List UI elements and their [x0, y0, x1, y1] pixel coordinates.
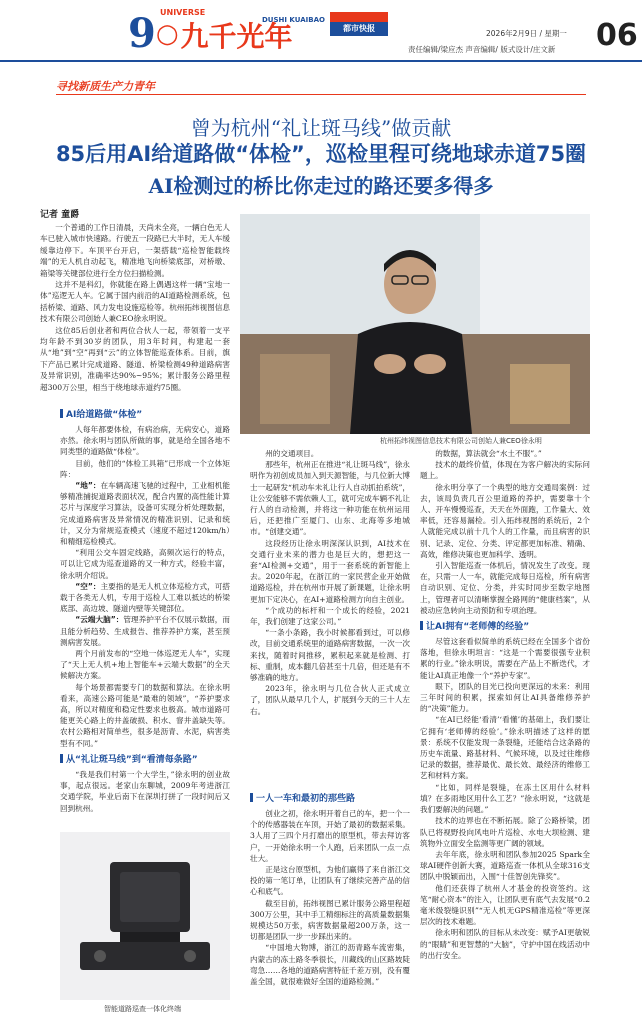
paragraph-text: “我是我们村第一个大学生，”徐永明的创业故事，起点很远。老家山东聊城，2009年考进浙江交通学院，毕业后南下在深圳打拼了一段时间后又回到杭州。	[60, 769, 230, 813]
paragraph	[250, 538, 410, 605]
paragraph	[420, 815, 590, 849]
paragraph	[60, 769, 230, 814]
paragraph	[250, 808, 410, 864]
paragraph	[420, 448, 590, 459]
paragraph	[250, 605, 410, 627]
column-tag-rule	[56, 94, 586, 95]
portrait-illustration	[240, 214, 590, 434]
column-tag: 寻找新质生产力青年	[56, 80, 155, 93]
paragraph-text: “中国地大物博，浙江的沥青路车流密集，内蒙古的冻土路冬季很长，川藏线的山区路坡陡弯急……各地的道路病害特征千差万别，没有覆盖全国，就很难做好全国的道路检测。”	[250, 943, 410, 987]
section-heading: 从“礼让斑马线”到“看清每条路”	[60, 754, 230, 767]
paragraph	[420, 459, 590, 481]
paragraph	[420, 883, 590, 928]
paragraph	[250, 942, 410, 987]
paragraph	[250, 448, 410, 459]
portrait-caption: 杭州拓纬视图信息技术有限公司创始人兼CEO徐永明	[380, 437, 542, 445]
paragraph-text: “在AI已经能‘看清’‘看懂’的基础上，我们要让它拥有‘老师傅的经验’。”徐永明描述了这样的愿景：系统不仅能发现一条裂缝，还能结合这条路的历史车流量、路基材料、气候环境，以及过往维修记录的数据，推荐最优、最长效、最经济的维修工艺和材料方案。	[420, 715, 590, 781]
paragraph-text: 徐永明和团队的目标从未改变：赋予AI更敏锐的“眼睛”和更智慧的“大脑”，守护中国在线活动中的出行安全。	[420, 928, 590, 960]
article-kicker: 曾为杭州“礼让斑马线”做贡献	[190, 116, 452, 140]
paragraph	[420, 560, 590, 616]
portrait-photo	[240, 214, 590, 434]
device-illustration	[60, 832, 230, 1000]
paper-badge-label: 都市快报	[343, 24, 375, 33]
paragraph-lead: “云端大脑”：	[75, 615, 124, 625]
page-number: 06	[596, 18, 638, 53]
logo-ring-icon: ○	[155, 19, 179, 49]
paragraph	[420, 849, 590, 883]
paragraph-text: 在车辆高速飞驰的过程中，工业相机能够精准捕捉道路表面状况，配合内置的高性能计算芯片与深度学习算法，设备可实现分析处理数据，完成道路病害及异常情况的精准识别、记录和统计，又分为常规巡查模式（速度不超过120km/h）和精细巡检模式。	[60, 481, 230, 547]
paragraph-text: 每个场景都需要专门的数据和算法。在徐永明看来，高速公路可能是“最难的领域”，“养护要求高，所以对精度和稳定性要求也极高。城市道路可能更关心路上的井盖破损、积水、窨井盖缺失等。农村公路相对简单些，很多是沥青、水泥，病害类型有不同。”	[60, 682, 230, 748]
device-photo	[60, 832, 230, 1000]
paragraph	[250, 683, 410, 717]
paragraph	[250, 459, 410, 537]
intro-paragraph: 一个普通的工作日清晨，天尚未全亮，一辆白色无人车已驶入城市快速路。行驶五一段路已大半时，无人车缓缓靠边停下。车顶平台开启，一架搭载“巡检智能载终端”的无人机自动起飞，精准地飞向桥梁底部，对桥墩、箱梁等关键部位进行全方位扫描检测。	[40, 223, 230, 278]
paragraph-text: 徐永明分享了一个典型的地方交通局案例：过去，该局负责几百公里道路的养护，需要靠十个人、开车慢慢巡查，天天在外面跑，工作量大、效率低，还容易漏检。引入拓纬视图的系统后，2个人就能完成以前十几个人的工作量，而且病害的识别、记录、定位、分类、评定都更加标准、精确、高效，维修决策也更加科学、透明。	[420, 482, 590, 559]
paragraph	[250, 898, 410, 943]
paper-badge-stripe	[330, 12, 388, 22]
paragraph-text: 管理养护平台不仅展示数据，而且能分析趋势、生成报告、推荐养护方案，甚至预测病害发展。	[60, 615, 231, 647]
paragraph-text: 技术的最终价值，体现在为客户解决的实际问题上。	[420, 460, 590, 481]
paragraph-text: 目前，他们的“体检工具箱”已形成一个立体矩阵：	[60, 458, 230, 479]
paragraph-lead: “地”：	[75, 481, 101, 491]
article-headline: 85后用AI给道路做“体检”，巡检里程可绕地球赤道75圈	[55, 142, 587, 166]
paragraph	[60, 424, 230, 458]
issue-date: 2026年2月9日 / 星期一	[486, 29, 567, 38]
paragraph-text: 这段经历让徐永明深深认识到，AI技术在交通行业未来的潜力也是巨大的，想把这一套“AI检测+交通”，用于一套系统的新智能上去。2020年起，在浙江的一家民营企业开始做道路巡检，并在杭州市开展了新课题，让徐永明更加下定决心，在AI+道路检测方向自主创业。	[250, 538, 410, 604]
logo-subtitle: UNIVERSE	[160, 8, 206, 17]
logo-nine: 9	[128, 10, 156, 57]
paragraph-text: 尽管这套看似简单的系统已经在全国多个省份落地，但徐永明坦言：“这是一个需要很强专业积累的行业。”徐永明说，需要在产品上不断迭代，才能让AI真正地像一个“养护专家”。	[420, 637, 590, 680]
paragraph-text: 正是这台原型机，为他们赢得了来自浙江交投的第一笔订单，让团队有了继续完善产品的信心和底气。	[250, 865, 410, 897]
paragraph	[420, 927, 590, 961]
article-subhead: AI检测过的桥比你走过的路还要多得多	[148, 174, 494, 198]
paragraph-text: 州的交通项目。	[265, 449, 319, 458]
paragraph	[250, 864, 410, 898]
article-column-3	[420, 448, 590, 961]
paragraph	[420, 482, 590, 560]
masthead-rule	[0, 60, 642, 62]
paragraph	[420, 681, 590, 715]
device-caption: 智能道路巡查一体化终端	[104, 1005, 181, 1013]
paragraph	[60, 614, 230, 648]
paragraph-text: 技术的边界也在不断拓展。除了公路桥梁，团队已将视野投向风电叶片巡检、水电大坝检测、建筑物外立面安全监测等更广阔的领域。	[420, 816, 590, 848]
paragraph	[60, 682, 230, 749]
paragraph	[60, 581, 230, 615]
paragraph	[60, 480, 230, 547]
paper-badge	[330, 12, 388, 36]
paragraph	[420, 636, 590, 681]
paragraph	[420, 782, 590, 816]
intro-paragraph: 这位85后创业者和两位合伙人一起，带领着一支平均年龄不到30岁的团队，用3年时间，构建起一套从“地”到“空”再到“云”的立体智能巡查体系。目前，旗下产品已累计完成道路、隧道、桥梁检测49种道路病害及异常识别，准确率达90%~95%；累计服务公路里程超300万公里，相当于绕地球赤道约75圈。	[40, 325, 230, 392]
article-column-2b	[250, 788, 410, 987]
intro-paragraph: 这并不是科幻，你就能在路上偶遇这样一辆“宝地一体”巡逻无人车。它属于国内前沿的AI道路检测系统，包括桥梁、道路、风力发电设施巡检等。杭州拓纬视图信息技术有限公司创始人兼CEO徐永明说。	[40, 280, 230, 324]
section-heading: 让AI拥有“老师傅的经验”	[420, 621, 590, 634]
paragraph-text: 眼下，团队的目光已投向更深远的未来：利用三年时间的积累，探索如何让AI具备维修养护的“决策”能力。	[420, 681, 590, 714]
paragraph-text: 那些年，杭州正在推进“礼让斑马线”，徐永明作为初创成员加入到天源智能，与几位新大博士一起研发“机动车未礼让行人自动抓拍系统”，让公安能够不需依赖人工，就可完成车辆不礼让行人的自动检测，并将这一种功能在杭州运用后，还把推广至厦门、山东、北海等多地城市。“创建交通”。	[250, 460, 410, 537]
paragraph-text: 2023年，徐永明与几位合伙人正式成立了，团队从最早几个人，扩展到今天的三十人左右。	[250, 684, 410, 716]
editor-credits: 责任编辑/梁应杰 声音编辑/ 版式设计/庄文新	[408, 45, 556, 54]
paragraph	[60, 458, 230, 480]
masthead	[0, 0, 642, 70]
paper-logo-latin: DUSHI KUAIBAO	[262, 16, 325, 24]
paragraph-text: “个成功的标杆和一个成长的经验，2021年，我们创建了这家公司。”	[250, 605, 410, 627]
paragraph	[420, 714, 590, 781]
paragraph-text: 他们还获得了杭州人才基金的投资签约。这笔“耐心资本”的注入，让团队更有底气去发展“0.2毫米级裂缝识别”“无人机无GPS精准巡检”等更深层次的技术难题。	[420, 883, 590, 927]
paragraph-text: “比如，同样是裂缝，在冻土区用什么材料填？在多雨地区用什么工艺？”徐永明说，“这就是我们要解决的问题。”	[420, 782, 590, 815]
byline: 记者 童爵	[40, 210, 80, 220]
paragraph-lead: “空”：	[75, 581, 101, 591]
paragraph-text: 去年年底，徐永明和团队参加2025 Spark全球AI硬件创新大赛，道路巡查一体机从全球316支团队中脱颖而出，入围“十佳智创先锋奖”。	[420, 849, 590, 882]
paragraph-text: 主要指的是无人机立体巡检方式，可搭载于各类无人机，专用于巡检人工难以抵达的桥梁底部、高边坡、隧道内壁等关键部位。	[60, 581, 230, 614]
paragraph-text: 引入智能巡查一体机后，情况发生了改变。现在，只需一人一车，就能完成每日巡检，所有病害自动识别、定位、分类，并实时同步至数字地图上，管理者可以清晰掌握全路网的“健康档案”，从被动应急转向主动预防和专项治理。	[420, 561, 590, 615]
section-heading: AI给道路做“体检”	[60, 409, 230, 422]
section-heading: 一人一车和最初的那些路	[250, 793, 410, 806]
paragraph-text: 两个月前发布的“空地一体巡逻无人车”，实现了“天上无人机+地上智能车+云端大数据”的全天候解决方案。	[60, 649, 230, 681]
article-column-1	[60, 404, 230, 814]
article-column-2	[250, 448, 410, 717]
paragraph	[60, 648, 230, 682]
paragraph-text: “一条小条路，我小时候都看到过，可以修改，目前交通系统里的道路病害数据，一次一次来找，随着时间推移，累积起来就是检测、打标、重制，成本翻几倍甚至十几倍，但还是有不够准确的地方。	[250, 628, 410, 683]
paragraph-text: 人每年都要体检，有病治病，无病安心，道路亦然。徐永明与团队所做的事，就是给全国各地不同类型的道路做“体检”。	[60, 425, 230, 457]
logo-title: 九千光年	[180, 20, 293, 53]
paragraph-text: 截至目前，拓纬视图已累计服务公路里程超300万公里，其中手工精细标注的高质量数据集规模达50万张，病害数据量超200万条，这一切都是团队一步一步踩出来的。	[250, 898, 410, 942]
paragraph-text: “利用公交车固定线路，高频次运行的特点，可以让它成为巡查道路的又一种方式，经验丰富，徐永明介绍说。	[60, 548, 230, 580]
paragraph-text: 创业之初，徐永明开着自己的车，把一个一个的传感器装在车顶，开始了最初的数据采集。3人用了三四个月打磨出的原型机，带去拜访客户，一开始徐永明一个人跑，后来团队一点一点壮大。	[250, 809, 410, 863]
paragraph-text: 的数据，算法就会“水土不服”。”	[435, 449, 542, 458]
paragraph	[250, 627, 410, 683]
paragraph	[60, 547, 230, 581]
article-intro	[40, 222, 230, 393]
